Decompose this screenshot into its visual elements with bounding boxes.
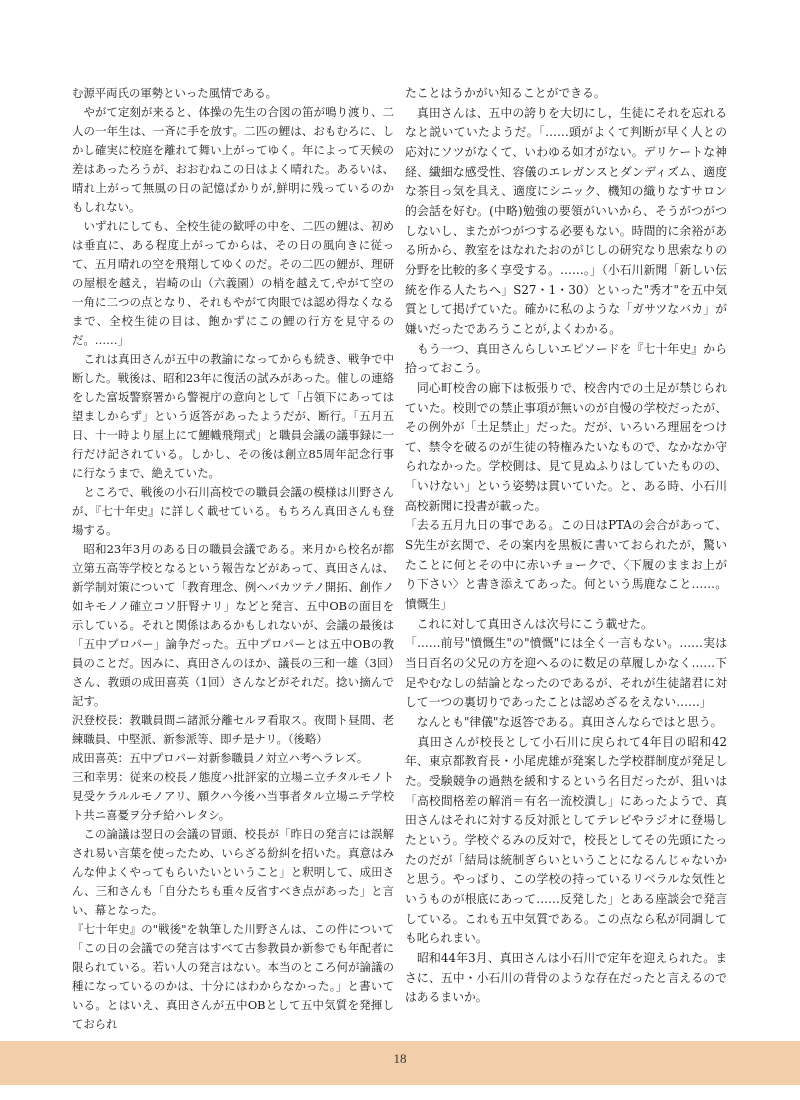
paragraph: やがて定刻が来ると、体操の先生の合図の笛が鳴り渡り、二人の一年生は、一斉に手を放す。二匹の鯉は、おもむろに、しかし確実に校庭を離れて舞い上がってゆく。年によって天候の差はあったろうが、おおむねこの日はよく晴れた。あるいは、晴れ上がって無風の日の記憶ばかりが,鮮明に残っているのかもしれない。: [72, 105, 394, 214]
right-column: [405, 84, 727, 1008]
paragraph: 真田さんが校長として小石川に戻られて4年目の昭和42年、東京都教育長・小尾虎雄が発案した学校群制度が発足した。受験競争の過熱を緩和するという名目だったが、狙いは「高校間格差の解消＝有名一流校潰し」にあったようで、真田さんはそれに対する反対派としてテレビやラジオに登場したという。学校ぐるみの反対で，校長としてその先頭にたったのだが「結局は統制ぎらいということになるんじゃないかと思う。やっぱり、この学校の持っているリベラルな気性というものが根底にあって……反発した」とある座談会で発言している。これも五中気質である。この点なら私が同調しても叱られまい。: [405, 734, 727, 946]
paragraph: いずれにしても、全校生徒の歓呼の中を、二匹の鯉は、初めは垂直に、ある程度上がってからは、その日の風向きに従って、五月晴れの空を飛翔してゆくのだ。その二匹の鯉が、理研の屋根を越え，岩崎の山（六義園）の梢を越えて,やがて空の一角に二つの点となり、それもやがて肉眼では認め得なくなるまで、全校生徒の目は、飽かずにこの鯉の行方を見守るのだ。……」: [72, 219, 394, 347]
paragraph: なんとも"律儀"な返答である。真田さんならではと思う。: [405, 715, 723, 729]
paragraph: 『七十年史』の"戦後"を執筆した川野さんは、この件について「この日の会議での発言はすべて古参教員か新参でも年配者に限られている。若い人の発言はない。本当のところ何が論議の種になっているのかは、十分にはわからなかった。」と書いている。とはいえ、真田さんが五中OBとして五中気質を発揮しておられ: [72, 922, 394, 1031]
minutes-entry: 三和幸男：従来の校長ノ態度ハ批評家的立場ニ立チタルモノト見受ケラルルモノアリ、願クハ今後ハ当事者タル立場ニテ学校ト共ニ喜憂ヲ分チ給ハレタシ。: [72, 770, 394, 822]
paragraph: たことはうかがい知ることができる。: [405, 86, 606, 100]
paragraph: これは真田さんが五中の教諭になってからも続き、戦争で中断した。戦後は、昭和23年に復活の試みがあった。催しの連絡をした富坂警察署から警視庁の意向として「占領下にあっては望ましからず」という返答があったようだが、断行。「五月五日、十一時より屋上にて鯉幟飛翔式」と職員会議の議事録に一行だけ記されている。しかし、その後は創立85周年記念行事に行なうまで、絶えていた。: [72, 352, 394, 480]
paragraph: 同心町校舎の廊下は板張りで、校舎内での土足が禁じられていた。校則での禁止事項が無いのが自慢の学校だったが、その例外が「土足禁止」だった。だが、いろいろ理屈をつけて、禁令を破るのが生徒の特権みたいなもので、なかなか守られなかった。学校側は、見て見ぬふりはしていたものの、「いけない」という姿勢は貫いていた。と、ある時、小石川高校新聞に投書が載った。: [405, 380, 727, 513]
paragraph: 真田さんは、五中の誇りを大切にし，生徒にそれを忘れるなと説いていたようだ。「……頭がよくて判断が早く人との応対にソツがなくて、いわゆる如才がない。デリケートな神経、繊細な感受性、容儀のエレガンスとダンディズム、適度な茶目っ気を具え、適度にシニック、機知の織りなすサロン的会話を好む。(中略)勉強の要領がいいから、そうがつがつしないし、またがつがつする必要もない。時間的に余裕がある所から、教室をはなれたおのがじしの研究なり思索なりの分野を比較的多く享受する。……。」（小石川新聞「新しい伝統を作る人たちへ」S27・1・30）といった"秀才"を五中気質として掲げていた。確かに私のような「ガサツなバカ」が嫌いだったであろうことが,よくわかる。: [405, 105, 727, 336]
paragraph: む源平両氏の軍勢といった風情である。: [72, 86, 278, 100]
quotation: 「……前号"憤慨生"の"憤慨"には全く一言もない。……実は当日百名の父兄の方を迎へるのに数足の草履しかなく……下足やむなしの結論となったのであるが、それが生徒諸君に対して一つの裏切りであったことは認めざるをえない……」: [405, 636, 727, 710]
paragraph: この論議は翌日の会議の冒頭、校長が「昨日の発言には誤解され易い言葉を使ったため、いらざる紛糾を招いた。真意はみんな仲よくやってもらいたいということ」と釈明して、成田さん、三和さんも「自分たちも重々反省すべき点があった」と言い、幕となった。: [72, 827, 394, 917]
quotation: 「去る五月九日の事である。この日はPTAの会合があって、S先生が玄関で、その案内を黒板に書いておられたが，驚いたことに何とその中に赤いチョークで、〈下履のままお上がり下さい〉と書き添えてあった。何という馬鹿なこと……。憤慨生」: [405, 518, 727, 612]
paragraph: もう一つ、真田さんらしいエピソードを『七十年史』から拾っておこう。: [405, 341, 727, 376]
paragraph: これに対して真田さんは次号にこう載せた。: [405, 616, 653, 631]
paragraph: 昭和44年3月、真田さんは小石川で定年を迎えられた。まさに、五中・小石川の背骨のような存在だったと言えるのではあるまいか。: [405, 950, 727, 1005]
paragraph: 昭和23年3月のある日の職員会議である。来月から校名が都立第五高等学校となるという報告などがあって、真田さんは、新学制対策について「教育理念、例ヘバカツテノ開拓、創作ノ如キモノノ確立コソ肝腎ナリ」などと発言、五中OBの面目を示している。それと関係はあるかもしれないが、会議の最後は「五中プロパー」論争だった。五中プロパーとは五中OBの教員のことだ。因みに、真田さんのほか、議長の三和一雄（3回）さん、教頭の成田喜英（1回）さんなどがそれだ。捻い摘んで記す。: [72, 542, 394, 708]
minutes-entry: 成田喜英：五中プロパー対新参職員ノ対立ハ考ヘラレズ。: [72, 751, 369, 765]
left-column: [72, 84, 394, 1034]
paragraph: ところで、戦後の小石川高校での職員会議の模様は川野さんが、『七十年史』に詳しく載せている。もちろん真田さんも登場する。: [72, 485, 394, 537]
page-number: 18: [393, 1051, 407, 1066]
minutes-entry: 沢登校長：教職員間ニ諸派分離セルヲ看取ス。夜間ト昼間、老練職員、中堅派、新参派等、即チ是ナリ。（後略）: [72, 713, 394, 746]
